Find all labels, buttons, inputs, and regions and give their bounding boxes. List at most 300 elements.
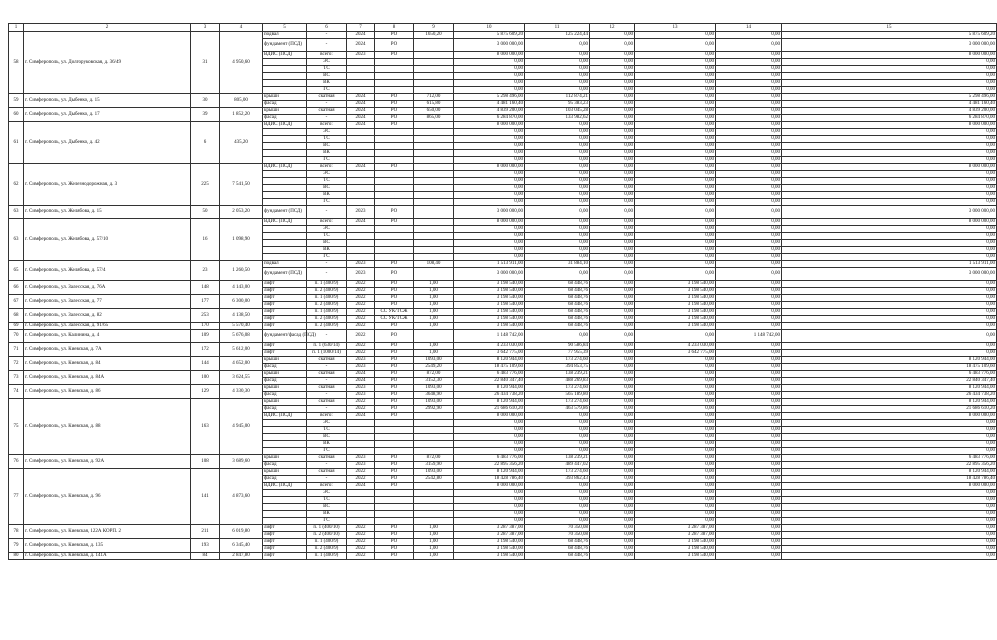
table-cell [263,434,307,441]
table-cell [263,427,307,434]
table-cell: лифт [263,525,307,532]
table-cell: 0,00 [635,476,716,483]
table-cell: скатная [307,357,347,364]
table-row [9,357,997,364]
area-cell: 4 950,60 [220,32,263,94]
table-cell [414,483,454,490]
table-cell [375,66,414,73]
table-cell: 1650,20 [414,32,454,39]
table-cell: 0,00 [716,171,782,178]
table-cell [263,233,307,240]
table-cell [347,448,375,455]
table-cell: 0,00 [716,226,782,233]
table-cell: 0,00 [716,108,782,115]
table-cell: 0,00 [635,247,716,254]
table-cell: РО [375,385,414,392]
table-cell: 0,00 [782,441,997,448]
table-cell: 0,00 [716,532,782,539]
area-cell: 6 345,40 [220,539,263,553]
table-cell: 0,00 [716,80,782,87]
table-cell: 872,00 [414,455,454,462]
table-cell: 77 955,39 [525,350,590,357]
table-cell: 0,00 [590,199,635,206]
area-cell: 7 541,50 [220,164,263,206]
table-cell: 0,00 [454,59,525,66]
table-cell: 0,00 [716,39,782,52]
table-cell: ВС [307,434,347,441]
row-number: 78 [9,525,24,539]
table-cell: 0,00 [590,101,635,108]
table-cell: 0,00 [782,420,997,427]
table-cell: 0,00 [782,192,997,199]
area-cell: 5 570,40 [220,323,263,330]
register-table [8,23,997,560]
table-cell: 0,00 [716,87,782,94]
table-cell [375,434,414,441]
table-cell: 0,00 [782,350,997,357]
table-cell: 18 475 109,60 [782,364,997,371]
table-cell [375,87,414,94]
table-row [9,385,997,392]
table-cell: 138 239,21 [525,371,590,378]
table-cell: 0,00 [716,136,782,143]
address-cell: г. Симферополь, ул. Киевская, 122А КОРП. 2 [24,525,191,539]
table-cell: 3 000 000,00 [454,206,525,219]
table-cell: 0,00 [635,427,716,434]
address-cell: г. Симферополь, ул. Залесская, д. 91/65 [24,323,191,330]
table-cell: 8 000 000,00 [454,52,525,59]
table-cell [263,157,307,164]
table-cell: 6 483 776,00 [782,455,997,462]
table-cell: 2022 [347,302,375,309]
table-cell: 0,00 [525,247,590,254]
apartments-count: 177 [191,295,220,309]
table-cell: 1,00 [414,316,454,323]
table-cell: 173 274,60 [525,385,590,392]
area-cell: 4 652,00 [220,357,263,371]
table-cell: 0,00 [635,108,716,115]
apartments-count: 148 [191,281,220,295]
table-cell: 0,00 [454,66,525,73]
table-cell: 1,00 [414,539,454,546]
table-cell: 0,00 [635,32,716,39]
address-cell: г. Симферополь, ул. Залесская, д. 77 [24,295,191,309]
table-cell: 3 198 540,00 [635,309,716,316]
table-cell: 0,00 [716,309,782,316]
row-number: 62 [9,164,24,206]
table-cell: 8 120 944,00 [782,357,997,364]
table-cell: 0,00 [782,157,997,164]
table-cell: 1 148 742,00 [716,330,782,343]
table-cell: 1093,00 [414,357,454,364]
column-number: 6 [307,24,347,32]
table-cell: 2022 [347,295,375,302]
table-cell: СС УК/ТСЖ [375,309,414,316]
table-cell: 1,00 [414,553,454,560]
table-cell: 0,00 [782,80,997,87]
table-cell: ВДИС (ПСД) [263,219,307,226]
apartments-count: 16 [191,219,220,261]
table-cell [414,226,454,233]
table-cell: лифт [263,539,307,546]
table-cell: ТС [307,178,347,185]
table-cell: - [307,261,347,268]
table-cell: 0,00 [716,434,782,441]
table-cell: 0,00 [590,323,635,330]
table-cell: 0,00 [525,427,590,434]
table-cell [263,178,307,185]
table-cell [414,219,454,226]
table-cell: лифт [263,302,307,309]
table-cell: 0,00 [782,171,997,178]
table-cell: 3152,30 [414,378,454,385]
table-cell: 4 481 160,40 [454,101,525,108]
table-cell: 0,00 [716,504,782,511]
table-cell [347,518,375,525]
address-cell: г. Симферополь, ул. Залесская, д. 76А [24,281,191,295]
apartments-count: 100 [191,371,220,385]
table-cell: 0,00 [716,59,782,66]
table-cell [347,136,375,143]
table-cell: лифт [263,316,307,323]
table-cell: 68 448,76 [525,309,590,316]
table-cell: 0,00 [635,254,716,261]
table-cell [347,178,375,185]
table-cell: 0,00 [454,150,525,157]
table-cell: 2024 [347,378,375,385]
table-cell: 0,00 [454,511,525,518]
table-cell: РО [375,364,414,371]
row-number: 80 [9,553,24,560]
table-cell: 0,00 [635,171,716,178]
table-cell: 0,00 [635,129,716,136]
table-cell: 1093,00 [414,399,454,406]
table-cell: 0,00 [635,441,716,448]
table-cell: 0,00 [454,80,525,87]
table-cell: лифт [263,343,307,350]
address-cell: г. Симферополь, ул. Киевская, д. 92А [24,455,191,469]
table-cell [263,448,307,455]
table-cell: РО [375,323,414,330]
table-cell: 0,00 [782,532,997,539]
table-cell [263,87,307,94]
table-cell [263,143,307,150]
table-cell: 68 448,76 [525,323,590,330]
table-cell: лифт [263,281,307,288]
table-cell: 1,00 [414,281,454,288]
table-cell: 3 287 387,00 [635,525,716,532]
apartments-count: 39 [191,108,220,122]
table-cell: РО [375,399,414,406]
table-cell: п. 1 (400/9) [307,539,347,546]
table-cell: 3648,90 [414,392,454,399]
table-cell: п. 1 (1000/14) [307,350,347,357]
table-cell: 0,00 [454,254,525,261]
table-cell: - [307,476,347,483]
table-cell: 2024 [347,94,375,101]
table-cell: РО [375,350,414,357]
apartments-count: 172 [191,343,220,357]
table-cell: 0,00 [525,199,590,206]
table-cell: 0,00 [525,240,590,247]
address-cell: г. Симферополь, ул. Киевская, д. 141А [24,553,191,560]
column-number: 5 [263,24,307,32]
table-cell [414,164,454,171]
table-cell: 4 233 030,00 [635,343,716,350]
table-cell: 0,00 [635,511,716,518]
apartments-count: 30 [191,94,220,108]
address-cell: г. Симферополь, ул. Желябова, д. 57/4 [24,261,191,281]
table-cell: 0,00 [716,476,782,483]
table-cell [347,226,375,233]
table-cell [347,143,375,150]
table-cell: 0,00 [635,469,716,476]
table-cell: 0,00 [635,143,716,150]
table-cell: лифт [263,350,307,357]
table-cell: 0,00 [590,185,635,192]
table-cell [375,192,414,199]
row-number: 66 [9,281,24,295]
table-cell: 1093,00 [414,469,454,476]
table-cell: 0,00 [525,73,590,80]
table-cell: 0,00 [525,254,590,261]
table-cell: 8 120 944,00 [782,399,997,406]
area-cell: 1 852,20 [220,108,263,122]
table-cell: 8 000 000,00 [782,219,997,226]
table-cell: 18 428 786,40 [454,476,525,483]
table-cell: 3 198 540,00 [454,546,525,553]
table-cell: ВС [307,73,347,80]
table-cell: 0,00 [635,226,716,233]
row-number: 70 [9,330,24,343]
table-cell: 0,00 [716,73,782,80]
table-cell: - [307,32,347,39]
table-row [9,206,997,219]
table-cell: 1,00 [414,546,454,553]
table-cell [375,254,414,261]
table-cell: 488 269,83 [525,378,590,385]
table-cell: скатная [307,469,347,476]
table-cell: 0,00 [782,323,997,330]
table-cell: РО [375,39,414,52]
table-cell: 8 000 000,00 [454,164,525,171]
table-cell: РО [375,101,414,108]
column-number: 11 [525,24,590,32]
table-cell: 68 448,76 [525,553,590,560]
table-cell: 0,00 [716,101,782,108]
table-cell: скатная [307,455,347,462]
table-cell: 0,00 [590,192,635,199]
table-cell: 2022 [347,406,375,413]
table-cell: 3 287 387,00 [635,532,716,539]
table-cell: ГС [307,199,347,206]
table-row [9,539,997,546]
table-cell [263,254,307,261]
table-cell: 8 000 000,00 [782,164,997,171]
row-number: 65 [9,261,24,281]
row-number: 77 [9,469,24,525]
table-cell: ЭС [307,490,347,497]
table-cell: 3 198 540,00 [454,302,525,309]
table-cell: 3 198 540,00 [454,295,525,302]
table-cell: 1,00 [414,302,454,309]
table-cell: 0,00 [716,357,782,364]
table-cell: 0,00 [716,385,782,392]
table-cell: 0,00 [782,511,997,518]
apartments-count: 23 [191,261,220,281]
table-cell: 70 350,08 [525,525,590,532]
table-cell [414,52,454,59]
column-number: 1 [9,24,24,32]
area-cell: 2 847,80 [220,553,263,560]
table-cell: 8 120 944,00 [454,385,525,392]
table-cell: 3 198 540,00 [635,281,716,288]
table-cell: РО [375,261,414,268]
table-cell: 6 483 776,00 [454,455,525,462]
table-cell: 3 000 000,00 [782,206,997,219]
table-cell: 0,00 [716,378,782,385]
apartments-count: 163 [191,399,220,455]
table-cell: ВС [307,185,347,192]
table-cell: 0,00 [590,171,635,178]
table-cell: 0,00 [782,59,997,66]
table-cell: 0,00 [635,192,716,199]
table-cell [347,66,375,73]
table-cell: 0,00 [590,350,635,357]
table-cell: РО [375,378,414,385]
table-cell: РО [375,476,414,483]
table-cell: 615,80 [414,101,454,108]
table-cell: 31 884,10 [525,261,590,268]
table-cell: 0,00 [525,490,590,497]
table-cell: 0,00 [635,504,716,511]
table-cell: 0,00 [716,392,782,399]
table-cell: 2022 [347,553,375,560]
table-cell: крыши [263,371,307,378]
table-cell: 0,00 [782,525,997,532]
table-cell: п. 2 (400/9) [307,316,347,323]
table-cell [347,504,375,511]
table-cell [347,80,375,87]
table-cell: ТС [307,497,347,504]
table-cell: 3 287 387,00 [454,532,525,539]
area-cell: 805,00 [220,94,263,108]
table-cell: 8 120 944,00 [454,399,525,406]
table-cell: 0,00 [590,532,635,539]
table-cell: 0,00 [590,281,635,288]
table-cell: 0,00 [716,295,782,302]
table-cell: 0,00 [782,490,997,497]
table-cell: 68 448,76 [525,546,590,553]
table-cell: 0,00 [716,469,782,476]
table-cell: 0,00 [590,87,635,94]
table-cell: 0,00 [716,413,782,420]
table-cell: 1 148 742,00 [454,330,525,343]
table-cell: 0,00 [716,364,782,371]
area-cell: 3 624,55 [220,371,263,385]
table-cell [375,518,414,525]
table-cell: 8 120 944,00 [782,385,997,392]
area-cell: 4 945,00 [220,399,263,455]
table-cell: 0,00 [782,448,997,455]
table-cell [347,192,375,199]
table-cell: РО [375,406,414,413]
table-cell: всего: [307,52,347,59]
table-cell [375,490,414,497]
table-cell: 0,00 [716,52,782,59]
table-cell [375,226,414,233]
column-number: 10 [454,24,525,32]
table-cell: РО [375,32,414,39]
address-cell: г. Симферополь, ул. Киевская, д. 88 [24,399,191,455]
table-cell: лифт [263,532,307,539]
table-cell [347,171,375,178]
table-cell: 0,00 [782,295,997,302]
table-cell: РО [375,115,414,122]
table-cell: ВК [307,192,347,199]
table-cell: лифт [263,288,307,295]
table-cell [375,59,414,66]
table-cell: 133 982,62 [525,115,590,122]
table-cell: РО [375,371,414,378]
table-cell: 0,00 [590,378,635,385]
table-cell: 0,00 [590,122,635,129]
table-cell: 2024 [347,371,375,378]
table-cell: 2024 [347,413,375,420]
table-cell: фундамент (ПСД) [263,206,307,219]
table-cell: ГС [307,157,347,164]
table-cell: 0,00 [590,219,635,226]
table-cell: 0,00 [716,115,782,122]
table-cell [375,420,414,427]
table-cell: 0,00 [635,518,716,525]
table-cell: РО [375,343,414,350]
table-cell: 0,00 [635,233,716,240]
table-cell: 0,00 [782,427,997,434]
table-cell: 0,00 [525,185,590,192]
table-cell: 0,00 [716,490,782,497]
table-cell: 173 274,60 [525,399,590,406]
table-cell: 0,00 [716,371,782,378]
table-row [9,323,997,330]
table-cell [414,136,454,143]
table-cell: 0,00 [525,157,590,164]
table-cell: 0,00 [716,546,782,553]
column-number: 3 [191,24,220,32]
table-cell: 0,00 [635,52,716,59]
table-cell: 138 239,21 [525,455,590,462]
table-cell: 0,00 [525,52,590,59]
table-cell [347,420,375,427]
table-cell [263,226,307,233]
table-cell: - [307,462,347,469]
table-cell: 8 000 000,00 [782,52,997,59]
table-row [9,32,997,39]
table-cell: 0,00 [635,199,716,206]
table-cell: 0,00 [525,66,590,73]
table-cell: 3 000 000,00 [454,268,525,281]
table-row [9,295,997,302]
table-cell: 0,00 [635,185,716,192]
row-number: 76 [9,455,24,469]
table-cell: 0,00 [716,343,782,350]
table-cell: 0,00 [635,136,716,143]
address-cell: г. Симферополь, ул. Киевская, д. 84 [24,357,191,371]
table-cell [263,504,307,511]
table-cell [347,490,375,497]
table-cell: фасад [263,392,307,399]
table-cell: 3 198 540,00 [454,323,525,330]
